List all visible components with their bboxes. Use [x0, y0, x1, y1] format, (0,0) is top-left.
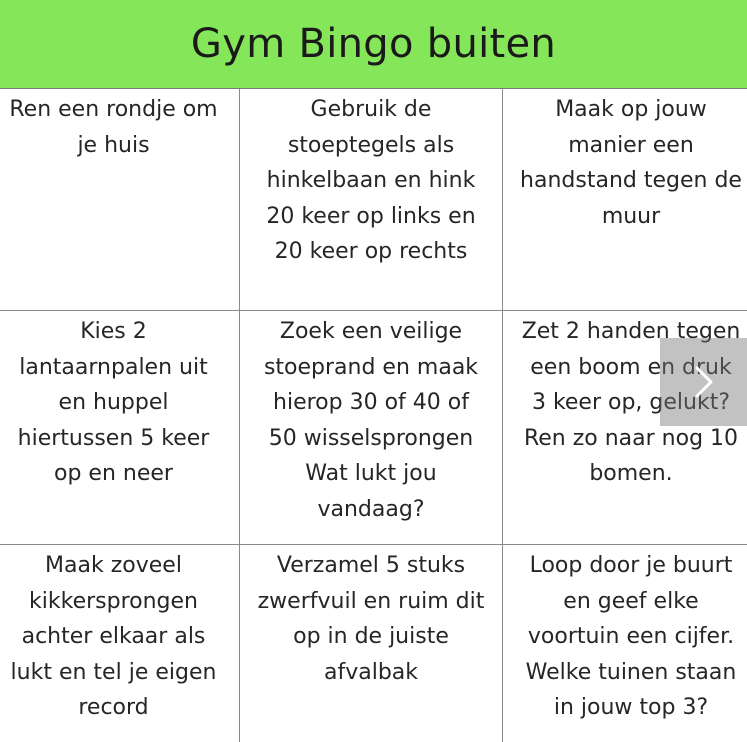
- bingo-cell-3-3: [503, 545, 747, 742]
- cell-line: hiertussen 5 keer: [17, 425, 210, 451]
- grid-divider: [0, 310, 747, 311]
- cell-line: hinkelbaan en hink: [266, 168, 476, 193]
- cell-line: lukt en tel je eigen: [10, 659, 217, 685]
- cell-line: Ren een rondje om: [9, 97, 218, 122]
- bingo-cell-1-1: [0, 89, 239, 310]
- page-title: Gym Bingo buiten: [190, 21, 557, 67]
- cell-line: 20 keer op links en: [266, 203, 476, 229]
- cell-line: op en neer: [54, 461, 173, 486]
- cell-line: record: [78, 695, 149, 720]
- cell-line: 50 wisselsprongen: [268, 425, 474, 451]
- cell-line: een boom en druk: [530, 354, 732, 380]
- cell-line: in jouw top 3?: [553, 695, 709, 720]
- cell-line: Welke tuinen staan: [525, 659, 737, 685]
- cell-line: voortuin een cijfer.: [527, 624, 735, 649]
- cell-line: op in de juiste: [293, 624, 449, 649]
- cell-line: muur: [601, 203, 661, 229]
- grid-divider: [502, 89, 503, 742]
- cell-line: zwerfvuil en ruim dit: [257, 588, 485, 614]
- cell-line: handstand tegen de: [520, 168, 742, 193]
- grid-divider: [0, 544, 747, 545]
- cell-line: en huppel: [58, 390, 169, 415]
- cell-line: Verzamel 5 stuks: [276, 553, 466, 578]
- cell-line: Zet 2 handen tegen: [521, 319, 741, 344]
- cell-line: hierop 30 of 40 of: [273, 390, 469, 415]
- cell-line: Wat lukt jou: [305, 461, 437, 486]
- bingo-cell-1-2: [240, 89, 502, 310]
- bingo-cell-2-1: [0, 311, 239, 544]
- cell-line: Loop door je buurt: [529, 553, 733, 578]
- cell-line: Zoek een veilige: [279, 319, 463, 344]
- cell-line: Ren zo naar nog 10: [523, 425, 739, 451]
- cell-line: vandaag?: [317, 496, 425, 522]
- cell-line: manier een: [568, 132, 694, 158]
- cell-line: achter elkaar als: [21, 624, 206, 649]
- grid-divider: [239, 89, 240, 742]
- bingo-cell-3-1: [0, 545, 239, 742]
- bingo-cell-3-2: [240, 545, 502, 742]
- bingo-grid: [0, 89, 747, 742]
- cell-line: je huis: [77, 132, 150, 158]
- bingo-cell-2-2: [240, 311, 502, 544]
- cell-line: en geef elke: [563, 588, 699, 614]
- bingo-cell-1-3: [503, 89, 747, 310]
- cell-line: Maak zoveel: [45, 553, 182, 578]
- cell-line: kikkersprongen: [29, 588, 198, 614]
- cell-line: bomen.: [589, 461, 673, 486]
- next-slide-button[interactable]: [660, 338, 747, 426]
- cell-line: lantaarnpalen uit: [19, 354, 208, 380]
- cell-line: 3 keer op, gelukt?: [531, 390, 731, 415]
- title-bar: [0, 0, 747, 89]
- cell-line: 20 keer op rechts: [274, 239, 468, 264]
- cell-line: Gebruik de: [310, 97, 432, 122]
- cell-line: stoeprand en maak: [263, 354, 479, 380]
- cell-line: Maak op jouw: [555, 97, 707, 122]
- cell-line: Kies 2: [80, 319, 147, 344]
- cell-line: afvalbak: [323, 659, 419, 685]
- chevron-right-icon: [693, 365, 715, 399]
- cell-line: stoeptegels als: [287, 132, 455, 158]
